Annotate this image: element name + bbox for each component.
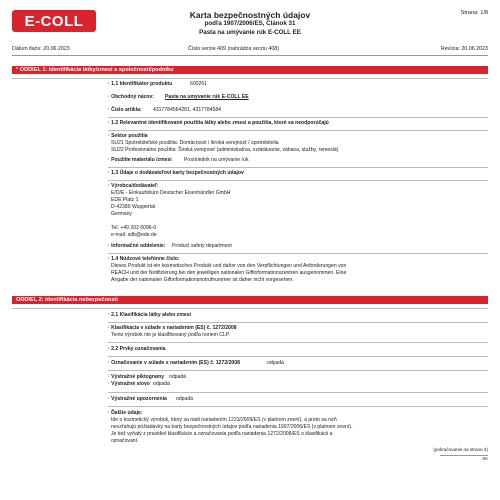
supplier-email[interactable]: e-mail: sdb@ede.de: [111, 232, 157, 238]
divider: [108, 356, 488, 357]
supplier-line: Tel. +49 202 6096-0: [111, 225, 157, 231]
other-info-label: · Ďalšie údaje:: [108, 410, 143, 416]
s13-heading: · 1.3 Údaje o dodávateľovi karty bezpečnostných údajov: [108, 170, 244, 176]
document-title: Karta bezpečnostných údajov: [189, 10, 311, 20]
signal-word-value: odpadá: [153, 381, 170, 387]
divider: [108, 167, 488, 168]
supplier-line: D-42389 Wuppertal: [111, 204, 156, 210]
s11-value: 600261: [190, 81, 207, 87]
footer-code: SK: [482, 456, 488, 461]
supplier-line: E/D/E - Einkaufsbüro Deutscher Eisenhändler GmbH: [111, 190, 231, 196]
classification-value: Tento výrobok nie je klasifikovaný podľa noriem CLP.: [111, 332, 230, 338]
s11-label: · 1.1 Identifikátor produktu: [108, 81, 173, 87]
trade-name-value: Pasta na umývanie rúk E-COLL EE: [165, 94, 249, 100]
other-info-line: Ide o kozmetický výrobok, ktorý sa riadi nariadením 1223/2009/ES (v platnom znení), a preto sa neň: [111, 417, 337, 423]
labelling-value: odpadá: [267, 360, 284, 366]
continued-note: (pokračovanie na strane 2): [433, 447, 488, 452]
divider: [108, 342, 488, 343]
divider: [12, 308, 488, 309]
divider: [108, 130, 488, 131]
section-1-heading: * ODDIEL 1: Identifikácia látky/zmesi a spoločnosti/podniku: [12, 66, 488, 74]
page-number: Strana: 1/8: [460, 10, 488, 16]
divider: [108, 322, 488, 323]
section-2-heading: ODDIEL 2: Identifikácia nebezpečnosti: [12, 296, 488, 304]
pictogram-label: · Výstražné piktogramy: [108, 374, 165, 380]
divider: [108, 117, 488, 118]
divider: [12, 78, 488, 79]
product-title: Pasta na umývanie rúk E-COLL EE: [199, 29, 301, 36]
material-label: · Použitie materiálu /zmesi: [108, 157, 172, 163]
hazard-value: odpadá: [176, 396, 193, 402]
pictogram-value: odpadá: [169, 374, 186, 380]
supplier-label: · Výrobca/dodávateľ:: [108, 183, 159, 189]
su22-line: SU22 Profesionálne použitia: Široká verejnosť (administratíva, vzdelávanie, zábava, služby, remeslá): [111, 147, 339, 153]
footer-rule: [440, 455, 488, 456]
divider: [108, 180, 488, 181]
hazard-label: · Výstražné upozornenia: [108, 396, 167, 402]
supplier-line: Germany: [111, 211, 132, 217]
s14-line: REACH und der Notifizierung bei den jeweiligen nationalen Giftinformationszentren ausgenommen. Eine: [111, 270, 347, 276]
divider: [108, 253, 488, 254]
article-label: · Číslo artikla:: [108, 107, 142, 113]
header-rule: [12, 55, 488, 56]
other-info-line: nevzťahujú požiadavky na karty bezpečnostných údajov podľa nariadenia 1907/2006/ES (v platnom znení).: [111, 424, 353, 430]
info-label: · Informačné oddelenie:: [108, 243, 166, 249]
supplier-line: EDE Platz 1: [111, 197, 139, 203]
document-subtitle: podľa 1907/2006/ES, Článok 31: [204, 20, 296, 27]
labelling-label: · Označovanie v súlade s nariadením (ES) č. 1272/2008: [108, 360, 240, 366]
divider: [108, 370, 488, 371]
divider: [108, 406, 488, 407]
revision-date: Revízia: 20.06.2023: [440, 46, 488, 52]
s12-heading: · 1.2 Relevantné identifikované použitia látky alebo zmesi a použitia, ktoré sa neodporúčajú: [108, 120, 329, 126]
print-date: Dátum tlače: 20.06.2023: [12, 46, 70, 52]
s21-heading: · 2.1 Klasifikácia látky alebo zmesi: [108, 312, 191, 318]
s22-heading: · 2.2 Prvky označovania: [108, 346, 166, 352]
logo-text: E-COLL: [24, 12, 84, 30]
trade-name-label: · Obchodný názov:: [108, 94, 154, 100]
signal-word-label: · Výstražné slovo: [108, 381, 150, 387]
s14-heading: · 1.4 Núdzové telefónne číslo:: [108, 256, 180, 262]
su21-line: SU21 Spotrebiteľské použitia: Domácnosti / široká verejnosť / spotrebitelia: [111, 140, 279, 146]
version-number: Číslo verzie 409 (nahrádza verziu 408): [188, 46, 279, 52]
divider: [108, 392, 488, 393]
s14-line: Angabe der nationalen Giftinformationsnotrufnummer ist daher nicht vorgesehen.: [111, 277, 294, 283]
info-value: Product safety department: [172, 243, 232, 249]
sector-label: · Sektor použitia: [108, 133, 148, 139]
other-info-line: Je tiež vyňatý z pravidiel klasifikácie a označovania podľa nariadenia 1272/2008/ES o klasifikácii a: [111, 431, 333, 437]
material-value: Prostriedok na umývanie rúk: [184, 157, 249, 163]
s14-line: Dieses Produkt ist ein kosmetisches Produkt und daher von den Verpflichtungen und Anforderungen von: [111, 263, 347, 269]
classification-label: · Klasifikácia v súlade s nariadením (ES) č. 1272/2008: [108, 325, 237, 331]
article-value: 4317784564281, 4317784584: [153, 107, 221, 113]
other-info-line: označovaní.: [111, 438, 139, 444]
